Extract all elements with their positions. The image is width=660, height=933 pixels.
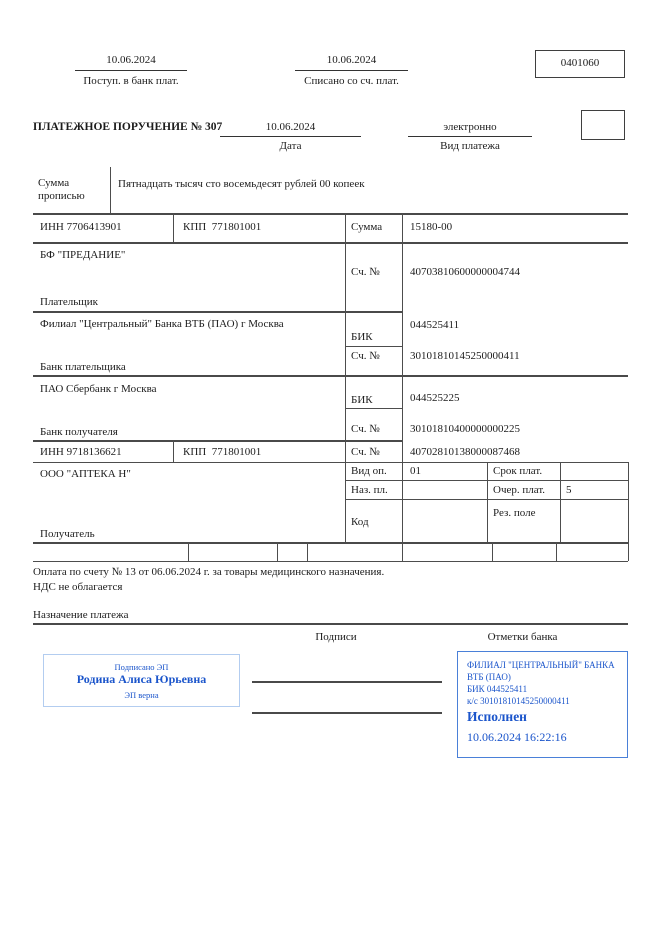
bank-marks-label: Отметки банка: [487, 631, 558, 643]
table-line: [33, 242, 628, 244]
table-line: [628, 462, 629, 561]
tax-row-line: [556, 542, 557, 561]
stamp-signed-label: Подписано ЭП: [114, 662, 169, 672]
purpose-line-2: НДС не облагается: [33, 581, 123, 593]
bank-stamp-datetime: 10.06.2024 16:22:16: [467, 730, 567, 744]
table-line: [33, 542, 628, 544]
bank-stamp-line1: ФИЛИАЛ "ЦЕНТРАЛЬНЫЙ" БАНКА: [467, 660, 615, 670]
payer-account-label: Сч. №: [351, 266, 380, 278]
table-line: [33, 213, 628, 215]
table-line: [345, 213, 346, 542]
payer-name: БФ "ПРЕДАНИЕ": [40, 249, 126, 261]
payee-kpp: КПП 771801001: [183, 446, 262, 458]
table-line: [33, 623, 628, 625]
tax-row-line: [492, 542, 493, 561]
bank-stamp-line3: БИК 044525411: [467, 684, 528, 694]
payer-bank-bik-value: 044525411: [410, 319, 460, 331]
op-type-label: Вид оп.: [351, 465, 387, 477]
table-line: [33, 561, 628, 562]
received-date-label: Поступ. в банк плат.: [83, 75, 179, 87]
table-line: [402, 213, 403, 542]
empty-code-box: [581, 110, 625, 140]
doc-date-value: 10.06.2024: [265, 121, 316, 133]
signature-line: [252, 681, 442, 683]
purpose-label: Назначение платежа: [33, 609, 129, 621]
debited-date-value: 10.06.2024: [326, 54, 377, 66]
tax-row-line: [402, 542, 403, 561]
tax-row-line: [188, 542, 189, 561]
tax-row-line: [307, 542, 308, 561]
payment-kind-underline: [408, 136, 532, 137]
payment-kind-value: электронно: [443, 121, 497, 133]
received-date-value: 10.06.2024: [106, 54, 156, 66]
signatures-label: Подписи: [315, 631, 357, 643]
bank-stamp: [457, 651, 628, 758]
payee-bank-bik-label: БИК: [351, 394, 373, 406]
table-line: [173, 440, 174, 462]
amount-words-label: Сумма прописью: [38, 177, 85, 202]
table-line: [345, 408, 402, 409]
payee-bank-name: ПАО Сбербанк г Москва: [40, 383, 157, 395]
table-line: [487, 462, 488, 542]
code-label: Код: [351, 516, 369, 528]
payer-account-value: 40703810600000004744: [410, 266, 520, 278]
bank-stamp-line2: ВТБ (ПАО): [467, 672, 511, 682]
form-code: 0401060: [560, 57, 600, 69]
table-line: [33, 375, 628, 377]
table-line: [345, 346, 402, 347]
payer-label: Плательщик: [40, 296, 98, 308]
payment-kind-label: Вид платежа: [440, 140, 500, 152]
form-code-box: [535, 50, 625, 78]
received-date-underline: [75, 70, 187, 71]
table-line: [173, 213, 174, 242]
due-date-label: Срок плат.: [493, 465, 543, 477]
payee-bank-account-value: 30101810400000000225: [410, 423, 520, 435]
tax-row-line: [277, 542, 278, 561]
signature-line: [252, 712, 442, 714]
table-line: [560, 462, 561, 542]
payee-bank-account-label: Сч. №: [351, 423, 380, 435]
table-line: [33, 311, 402, 313]
payee-account-label: Сч. №: [351, 446, 380, 458]
payer-bank-account-value: 30101810145250000411: [410, 350, 520, 362]
table-line: [33, 462, 628, 463]
payer-kpp: КПП 771801001: [183, 221, 262, 233]
payee-inn: ИНН 9718136621: [40, 446, 122, 458]
payer-bank-label: Банк плательщика: [40, 361, 126, 373]
stamp-verified-label: ЭП верна: [124, 690, 159, 700]
table-line: [110, 167, 111, 213]
payee-bank-label: Банк получателя: [40, 426, 118, 438]
amount-words-value: Пятнадцать тысяч сто восемьдесят рублей 00 копеек: [118, 178, 365, 190]
doc-date-label: Дата: [279, 140, 302, 152]
doc-date-underline: [220, 136, 361, 137]
bank-stamp-line4: к/с 30101810145250000411: [467, 696, 570, 706]
payer-bank-account-label: Сч. №: [351, 350, 380, 362]
doc-title: ПЛАТЕЖНОЕ ПОРУЧЕНИЕ № 307: [33, 121, 223, 133]
purpose-line-1: Оплата по счету № 13 от 06.06.2024 г. за товары медицинского назначения.: [33, 566, 385, 578]
payer-inn: ИНН 7706413901: [40, 221, 122, 233]
payee-account-value: 40702810138000087468: [410, 446, 520, 458]
amount-value: 15180-00: [410, 221, 453, 233]
debited-date-label: Списано со сч. плат.: [304, 75, 399, 87]
payer-bank-bik-label: БИК: [351, 331, 373, 343]
payee-name: ООО "АПТЕКА Н": [40, 468, 131, 480]
payee-label: Получатель: [40, 528, 95, 540]
naz-pl-label: Наз. пл.: [351, 484, 388, 496]
signature-stamp: [43, 654, 240, 707]
priority-value: 5: [566, 484, 572, 496]
priority-label: Очер. плат.: [493, 484, 546, 496]
bank-stamp-status: Исполнен: [467, 709, 527, 724]
payer-bank-name: Филиал "Центральный" Банка ВТБ (ПАО) г Москва: [40, 318, 284, 330]
res-field-label: Рез. поле: [493, 507, 536, 519]
op-type-value: 01: [410, 465, 421, 477]
stamp-signer-name: Родина Алиса Юрьевна: [76, 672, 207, 686]
table-line: [33, 440, 402, 442]
payee-bank-bik-value: 044525225: [410, 392, 460, 404]
debited-date-underline: [295, 70, 408, 71]
amount-label: Сумма: [351, 221, 383, 233]
